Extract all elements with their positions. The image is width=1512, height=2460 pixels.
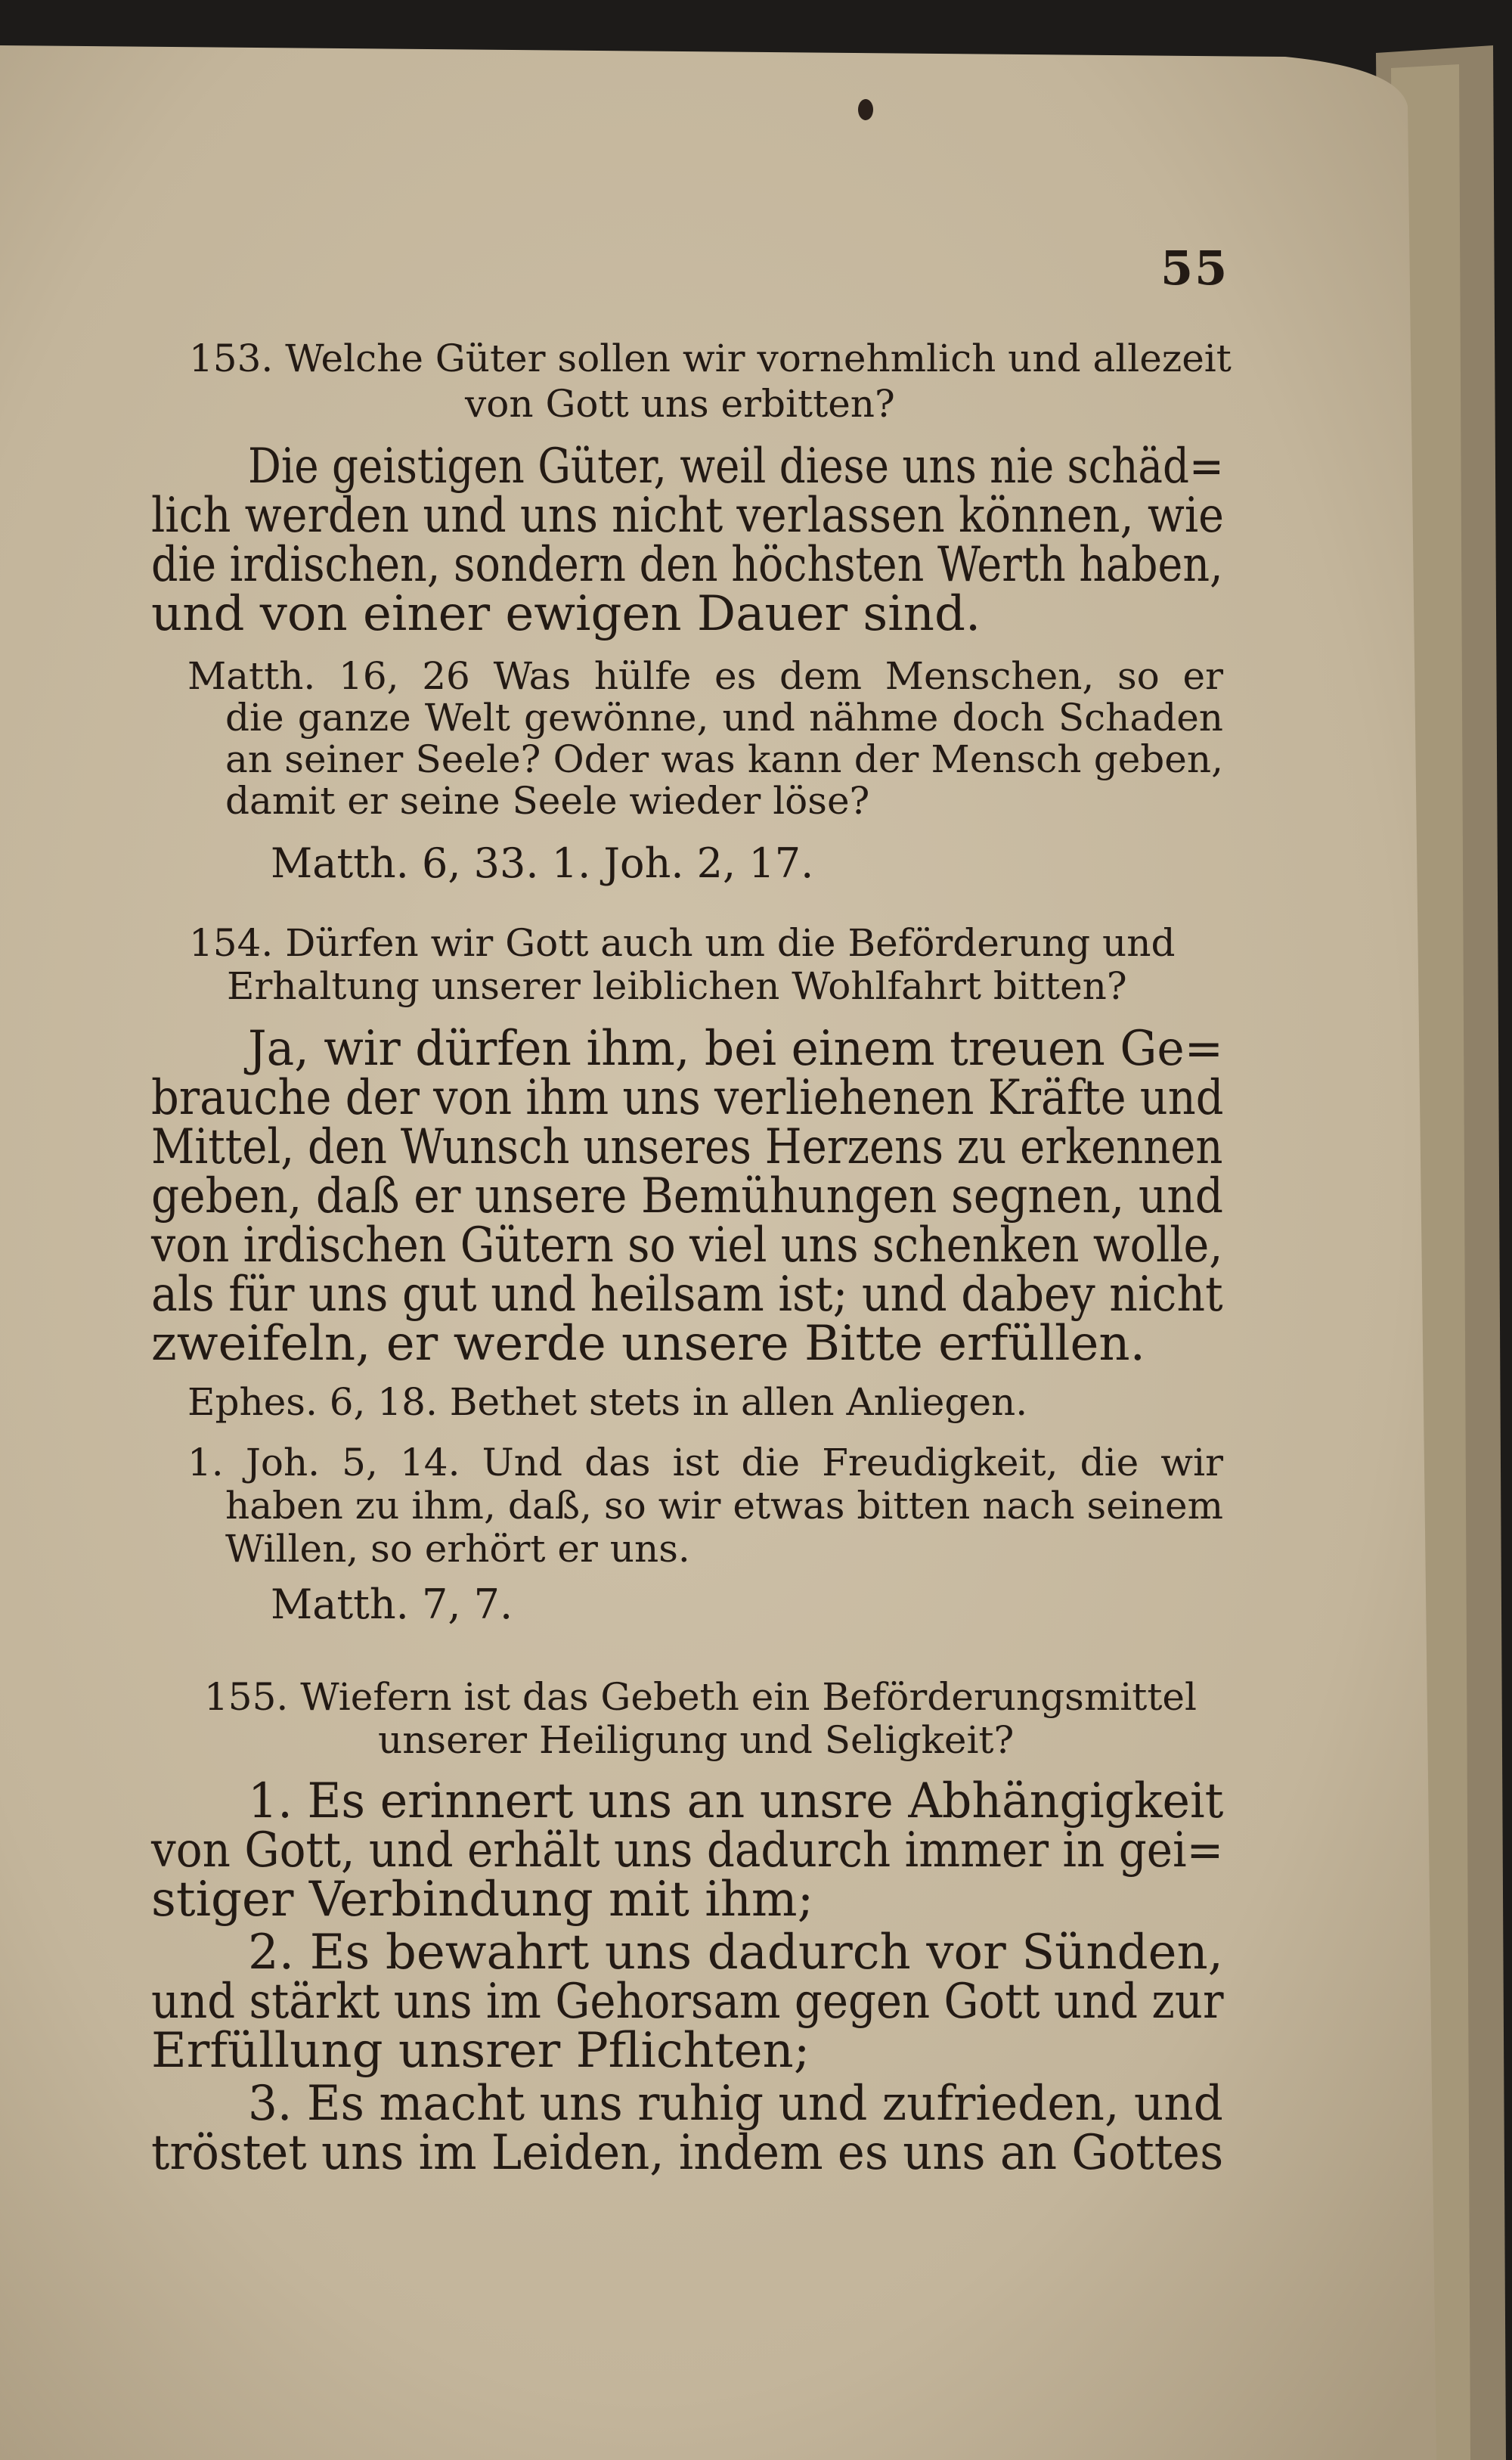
answer-155-line-2: von Gott, und erhält uns dadurch immer in gei= [151,1823,1224,1878]
reference-153-line-3: an seiner Seele? Oder was kann der Mensch geben, [225,737,1223,781]
page-number: 55 [1160,240,1229,296]
answer-155-line-3: stiger Verbindung mit ihm; [151,1872,814,1928]
question-153-line-2: von Gott uns erbitten? [465,382,895,426]
question-154-line-1: 154. Dürfen wir Gott auch um die Beförderung und [189,921,1176,965]
answer-154-line-7: zweifeln, er werde unsere Bitte erfüllen. [151,1316,1145,1372]
see-also-153: Matth. 6, 33. 1. Joh. 2, 17. [271,839,814,887]
answer-154-line-3: Mittel, den Wunsch unseres Herzens zu erkennen [151,1119,1223,1175]
answer-154-line-2: brauche der von ihm uns verliehenen Kräfte und [151,1070,1224,1126]
reference-153-line-2: die ganze Welt gewönne, und nähme doch Schaden [225,696,1223,740]
reference-154-joh-line-2: haben zu ihm, daß, so wir etwas bitten nach seinem [225,1484,1223,1528]
answer-155-line-1: 1. Es erinnert uns an unsre Abhängigkeit [248,1773,1224,1829]
answer-155-line-6: Erfüllung unsrer Pflichten; [151,2023,810,2079]
question-153-line-1: 153. Welche Güter sollen wir vornehmlich und allezeit [189,337,1232,380]
answer-155-line-4: 2. Es bewahrt uns dadurch vor Sünden, [248,1925,1223,1981]
answer-154-line-5: von irdischen Gütern so viel uns schenken wolle, [151,1218,1223,1273]
answer-155-line-7: 3. Es macht uns ruhig und zufrieden, und [248,2076,1223,2132]
question-155-line-2: unserer Heiligung und Seligkeit? [378,1718,1015,1762]
answer-154-line-6: als für uns gut und heilsam ist; und dabey nicht [151,1267,1223,1323]
answer-154-line-1: Ja, wir dürfen ihm, bei einem treuen Ge= [248,1021,1224,1077]
reference-154-ephes: Ephes. 6, 18. Bethet stets in allen Anliegen. [187,1380,1028,1424]
answer-154-line-4: geben, daß er unsere Bemühungen segnen, und [151,1168,1224,1224]
see-also-154: Matth. 7, 7. [271,1581,513,1628]
reference-153-line-4: damit er seine Seele wieder löse? [225,779,870,823]
answer-153-line-3: die irdischen, sondern den höchsten Werth haben, [151,537,1223,593]
question-154-line-2: Erhaltung unserer leiblichen Wohlfahrt bitten? [227,964,1127,1008]
reference-154-joh-line-3: Willen, so erhört er uns. [225,1527,690,1571]
question-155-line-1: 155. Wiefern ist das Gebeth ein Beförderungsmittel [204,1675,1197,1719]
answer-153-line-1: Die geistigen Güter, weil diese uns nie schäd= [248,439,1224,495]
answer-153-line-2: lich werden und uns nicht verlassen können, wie [151,488,1224,544]
answer-153-line-4: und von einer ewigen Dauer sind. [151,586,981,642]
answer-155-line-8: tröstet uns im Leiden, indem es uns an Gottes [151,2125,1224,2181]
answer-155-line-5: und stärkt uns im Gehorsam gegen Gott und zur [151,1974,1224,2030]
reference-153-line-1: Matth. 16, 26 Was hülfe es dem Menschen, so er [187,654,1223,698]
reference-154-joh-line-1: 1. Joh. 5, 14. Und das ist die Freudigkeit, die wir [187,1441,1223,1484]
